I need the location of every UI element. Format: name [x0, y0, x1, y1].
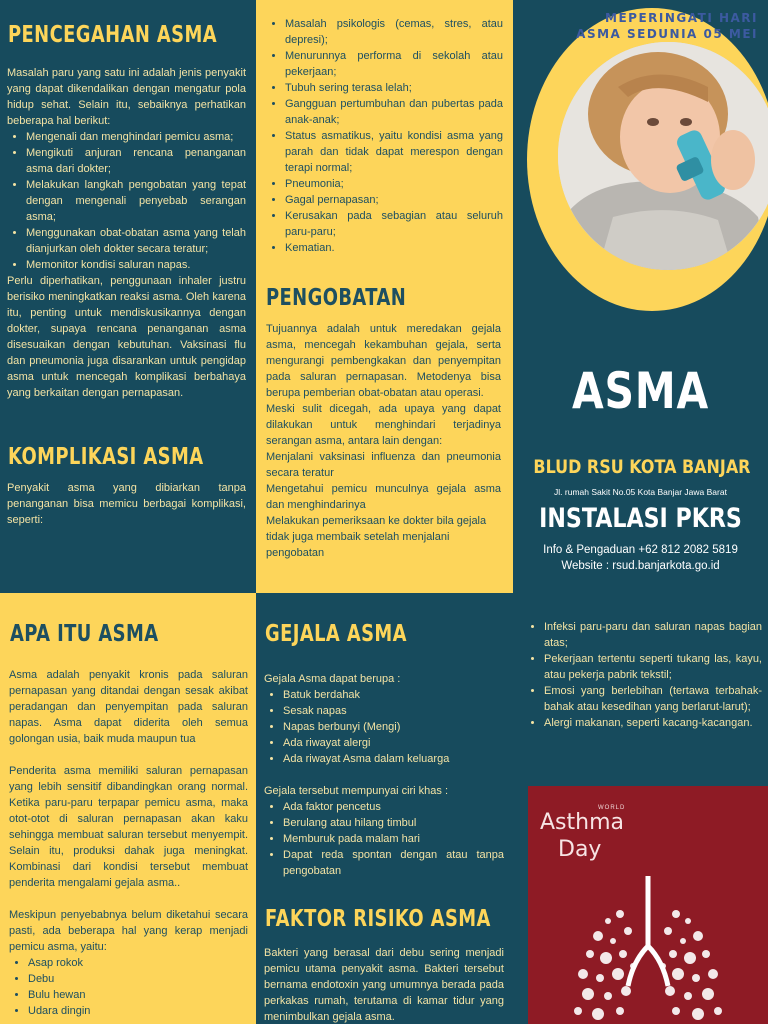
installation-name: INSTALASI PKRS	[539, 503, 742, 534]
list-item: • Tubuh sering terasa lelah;	[285, 80, 503, 96]
list-item: • Pekerjaan tertentu seperti tukang las, kayu, atau pekerja pabrik tekstil;	[544, 651, 762, 683]
list-item: • Ada riwayat Asma dalam keluarga	[283, 751, 504, 767]
gejala-intro: Gejala Asma dapat berupa :	[264, 673, 401, 685]
poster-title-line-2: Day	[558, 837, 602, 862]
list-item: • Asap rokok	[28, 955, 248, 971]
hospital-address: Jl. rumah Sakit No.05 Kota Banjar Jawa Barat	[554, 487, 727, 497]
panel-pengobatan	[256, 0, 513, 593]
poster-world-label: WORLD	[598, 805, 626, 811]
list-item: • Memonitor kondisi saluran napas.	[26, 257, 246, 273]
pengobatan-paragraph: Melakukan pemeriksaan ke dokter bila gejala tidak juga membaik setelah menjalani pengobatan	[266, 515, 487, 559]
list-item: • Debu	[28, 971, 248, 987]
gejala-intro: Gejala tersebut mempunyai ciri khas :	[264, 785, 449, 797]
poster-title-line-1: Asthma	[540, 810, 624, 835]
list-item: • Gangguan pertumbuhan dan pubertas pada anak-anak;	[285, 96, 503, 128]
section-title-apa-itu: APA ITU ASMA	[10, 621, 159, 647]
panel-apa-itu	[0, 593, 256, 1024]
list-item: • Berulang atau hilang timbul	[283, 815, 504, 831]
list-item: • Melakukan langkah pengobatan yang tepat dengan mengenali penyebab serangan asma;	[26, 177, 246, 225]
list-item: • Ada faktor pencetus	[283, 799, 504, 815]
list-item: • Dapat reda spontan dengan atau tanpa pengobatan	[283, 847, 504, 879]
child-inhaler-illustration	[558, 42, 768, 270]
pengobatan-paragraph: Mengetahui pemicu munculnya gejala asma dan menghindarinya	[266, 483, 501, 511]
contact-website: Website : rsud.banjarkota.go.id	[561, 560, 720, 572]
list-item: • Mengikuti anjuran rencana penanganan asma dari dokter;	[26, 145, 246, 177]
list-item: • Masalah psikologis (cemas, stres, atau depresi);	[285, 16, 503, 48]
list-item: • Menurunnya performa di sekolah atau pekerjaan;	[285, 48, 503, 80]
contact-info: Info & Pengaduan +62 812 2082 5819	[543, 544, 738, 556]
list-item: • Napas berbunyi (Mengi)	[283, 719, 504, 735]
list-item: • Bulu hewan	[28, 987, 248, 1003]
list-item: • Pneumonia;	[285, 176, 503, 192]
komplikasi-list	[266, 16, 503, 256]
hospital-name: BLUD RSU KOTA BANJAR	[533, 456, 751, 478]
pengobatan-paragraph: Meski sulit dicegah, ada upaya yang dapat dilakukan untuk menghindari terjadinya serangan asma, antara lain dengan:	[266, 403, 501, 447]
list-item: • Mengenali dan menghindari pemicu asma;	[26, 129, 246, 145]
panel-gejala	[256, 593, 513, 1024]
panel-pencegahan	[0, 0, 256, 593]
komplikasi-intro: Penyakit asma yang dibiarkan tanpa penanganan bisa memicu berbagai komplikasi, seperti:	[7, 482, 246, 526]
cover-title: ASMA	[571, 362, 710, 420]
list-item: • Sesak napas	[283, 703, 504, 719]
pengobatan-content	[266, 321, 501, 561]
gejala-list	[264, 687, 504, 767]
section-title-pencegahan: PENCEGAHAN ASMA	[8, 22, 218, 48]
pengobatan-paragraph: Tujuannya adalah untuk meredakan gejala asma, mencegah kekambuhan gejala, serta mengurangi pembengkakan dan penyempitan pada saluran pernapasan. Metodenya bisa berupa pemberian obat-obatan atau operasi.	[266, 323, 501, 399]
list-item: • Alergi makanan, seperti kacang-kacangan.	[544, 715, 762, 731]
list-item: • Udara dingin	[28, 1003, 248, 1019]
section-title-faktor: FAKTOR RISIKO ASMA	[265, 906, 491, 932]
list-item: • Gagal pernapasan;	[285, 192, 503, 208]
event-caption	[576, 10, 758, 42]
list-item: • Infeksi paru-paru dan saluran napas bagian atas;	[544, 619, 762, 651]
apa-itu-paragraph: Penderita asma memiliki saluran pernapasan yang lebih sensitif dibandingkan orang normal. Ketika paru-paru terpapar pemicu asma, maka otot-otot di saluran pernapasan akan kaku sehingga membuat saluran tersebut menyempit. Selain itu, produksi dahak juga meningkat. Kombinasi dari kondisi tersebut membuat penderita mengalami gejala asma..	[9, 765, 248, 889]
faktor-list	[525, 619, 762, 731]
apa-itu-paragraph: Asma adalah penyakit kronis pada saluran pernapasan yang ditandai dengan sesak akibat peradangan dan penyempitan pada saluran napas. Asma dapat diderita oleh semua golongan usia, baik muda maupun tua	[9, 669, 248, 745]
section-title-komplikasi: KOMPLIKASI ASMA	[8, 444, 204, 470]
pencegahan-list	[7, 129, 246, 273]
pencegahan-intro: Masalah paru yang satu ini adalah jenis penyakit yang dapat dikendalikan dengan mengatur pola hidup sehat. Selain itu, sebaiknya perhatikan beberapa hal berikut:	[7, 67, 246, 127]
child-inhaler-photo	[558, 42, 768, 270]
apa-itu-paragraph: Meskipun penyebabnya belum diketahui secara pasti, ada beberapa hal yang kerap menjadi pemicu asma, yaitu:	[9, 909, 248, 953]
ciri-list	[264, 799, 504, 879]
event-line-1: MEPERINGATI HARI	[605, 11, 758, 25]
gejala-content	[264, 671, 504, 879]
pencegahan-outro: Perlu diperhatikan, penggunaan inhaler justru berisiko meningkatkan reaksi asma. Oleh karena itu, penting untuk mendiskusikannya dengan dokter, supaya rencana penanganan asma disesuaikan dengan kebutuhan. Vaksinasi flu dan pneumonia juga disarankan untuk pengidap asma untuk mencegah komplikasi berbahaya yang berkaitan dengan pernapasan.	[7, 275, 246, 399]
list-item: • Emosi yang berlebihan (tertawa terbahak-bahak atau kesedihan yang berlarut-larut);	[544, 683, 762, 715]
section-title-gejala: GEJALA ASMA	[265, 621, 407, 647]
list-item: • Kematian.	[285, 240, 503, 256]
pencegahan-content	[7, 65, 246, 401]
faktor-paragraph: Bakteri yang berasal dari debu sering menjadi pemicu utama penyakit asma. Bakteri tersebut bernama endotoxin yang umumnya berada pada perkakas rumah, terutama di kamar tidur yang menimbulkan gejala asma.	[264, 947, 504, 1023]
list-item: • Status asmatikus, yaitu kondisi asma yang parah dan tidak dapat merespon dengan terapi normal;	[285, 128, 503, 176]
list-item: • Menggunakan obat-obatan asma yang telah dianjurkan oleh dokter secara teratur;	[26, 225, 246, 257]
list-item: • Ada riwayat alergi	[283, 735, 504, 751]
event-line-2: ASMA SEDUNIA 05 MEI	[576, 27, 758, 41]
pengobatan-paragraph: Menjalani vaksinasi influenza dan pneumonia secara teratur	[266, 451, 501, 479]
section-title-pengobatan: PENGOBATAN	[266, 285, 407, 311]
list-item: • Batuk berdahak	[283, 687, 504, 703]
asthma-day-poster	[528, 786, 768, 1024]
list-item: • Kerusakan pada sebagian atau seluruh paru-paru;	[285, 208, 503, 240]
list-item: • Memburuk pada malam hari	[283, 831, 504, 847]
pemicu-list	[9, 955, 248, 1019]
apa-itu-content	[9, 667, 248, 1019]
